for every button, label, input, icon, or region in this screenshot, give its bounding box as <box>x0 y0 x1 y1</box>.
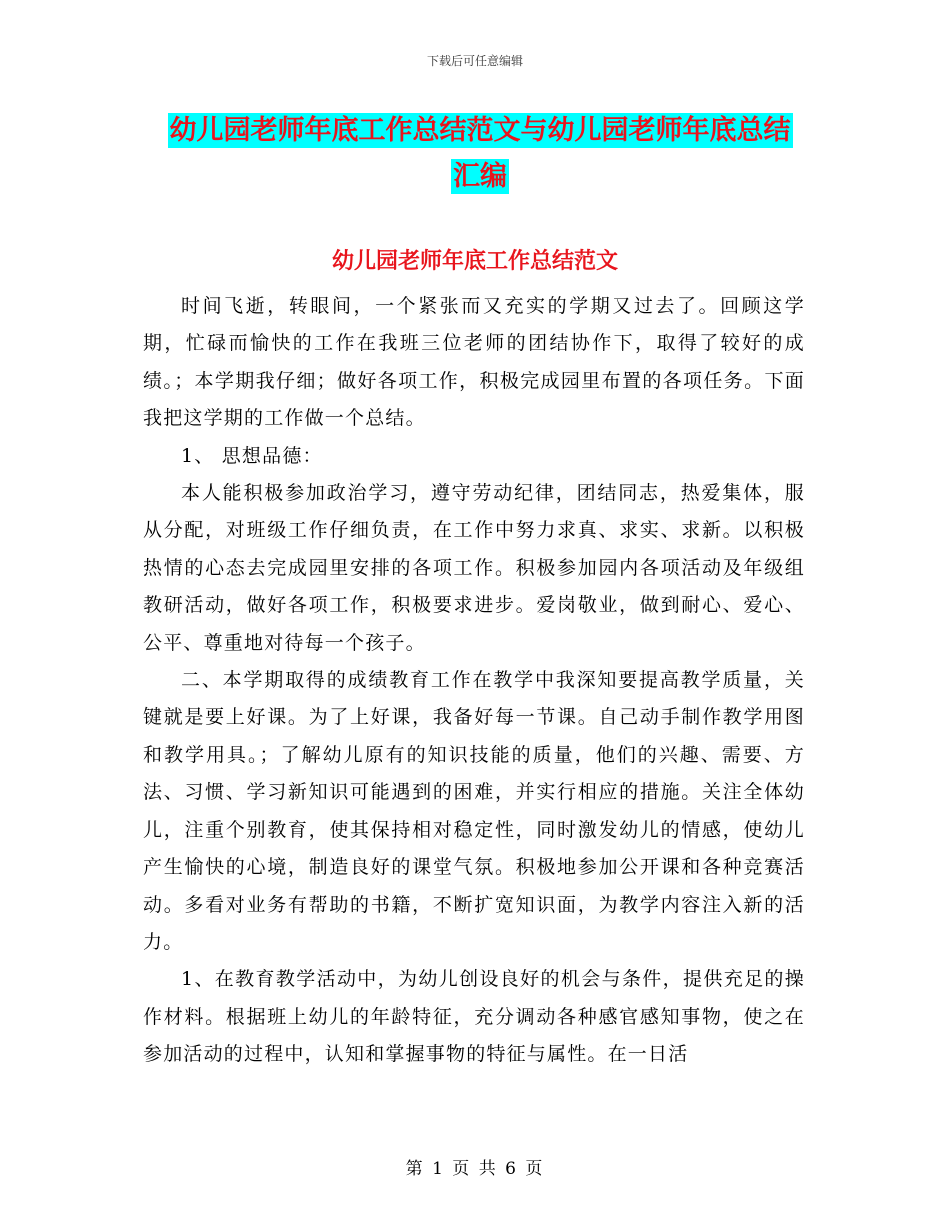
header-note: 下载后可任意编辑 <box>426 54 523 68</box>
paragraph-achievements: 二、本学期取得的成绩教育工作在教学中我深知要提高教学质量，关键就是要上好课。为了上好课，我备好每一节课。自己动手制作教学用图和教学用具。；了解幼儿原有的知识技能的质量，他们的兴趣、需要、方法、习惯、学习新知识可能遇到的困难，并实行相应的措施。关注全体幼儿，注重个别教育，使其保持相对稳定性，同时激发幼儿的情感，使幼儿产生愉快的心境，制造良好的课堂气氛。积极地参加公开课和各种竞赛活动。多看对业务有帮助的书籍，不断扩宽知识面，为教学内容注入新的活力。 <box>143 669 805 953</box>
section-title: 幼儿园老师年底工作总结范文 <box>331 249 618 274</box>
document-title-line-1: 幼儿园老师年底工作总结范文与幼儿园老师年底总结 <box>169 115 791 146</box>
document-title <box>140 108 820 200</box>
page-footer: 第 1 页 共 6 页 <box>405 1159 545 1179</box>
body-text <box>143 288 805 1074</box>
paragraph-intro: 时间飞逝，转眼间，一个紧张而又充实的学期又过去了。回顾这学期，忙碌而愉快的工作在我班三位老师的团结协作下，取得了较好的成绩。；本学期我仔细；做好各项工作，积极完成园里布置的各项任务。下面我把这学期的工作做一个总结。 <box>143 295 805 430</box>
paragraph-heading-ideology: 1、 思想品德： <box>181 444 323 467</box>
paragraph-ideology: 本人能积极参加政治学习，遵守劳动纪律，团结同志，热爱集体，服从分配，对班级工作仔细负责，在工作中努力求真、求实、求新。以积极热情的心态去完成园里安排的各项工作。积极参加园内各项活动及年级组教研活动，做好各项工作，积极要求进步。爱岗敬业，做到耐心、爱心、公平、尊重地对待每一个孩子。 <box>143 482 805 654</box>
paragraph-activities: 1、在教育教学活动中，为幼儿创设良好的机会与条件，提供充足的操作材料。根据班上幼儿的年龄特征，充分调动各种感官感知事物，使之在参加活动的过程中，认知和掌握事物的特征与属性。在一日活 <box>143 968 805 1066</box>
document-title-line-2: 汇编 <box>453 161 507 192</box>
